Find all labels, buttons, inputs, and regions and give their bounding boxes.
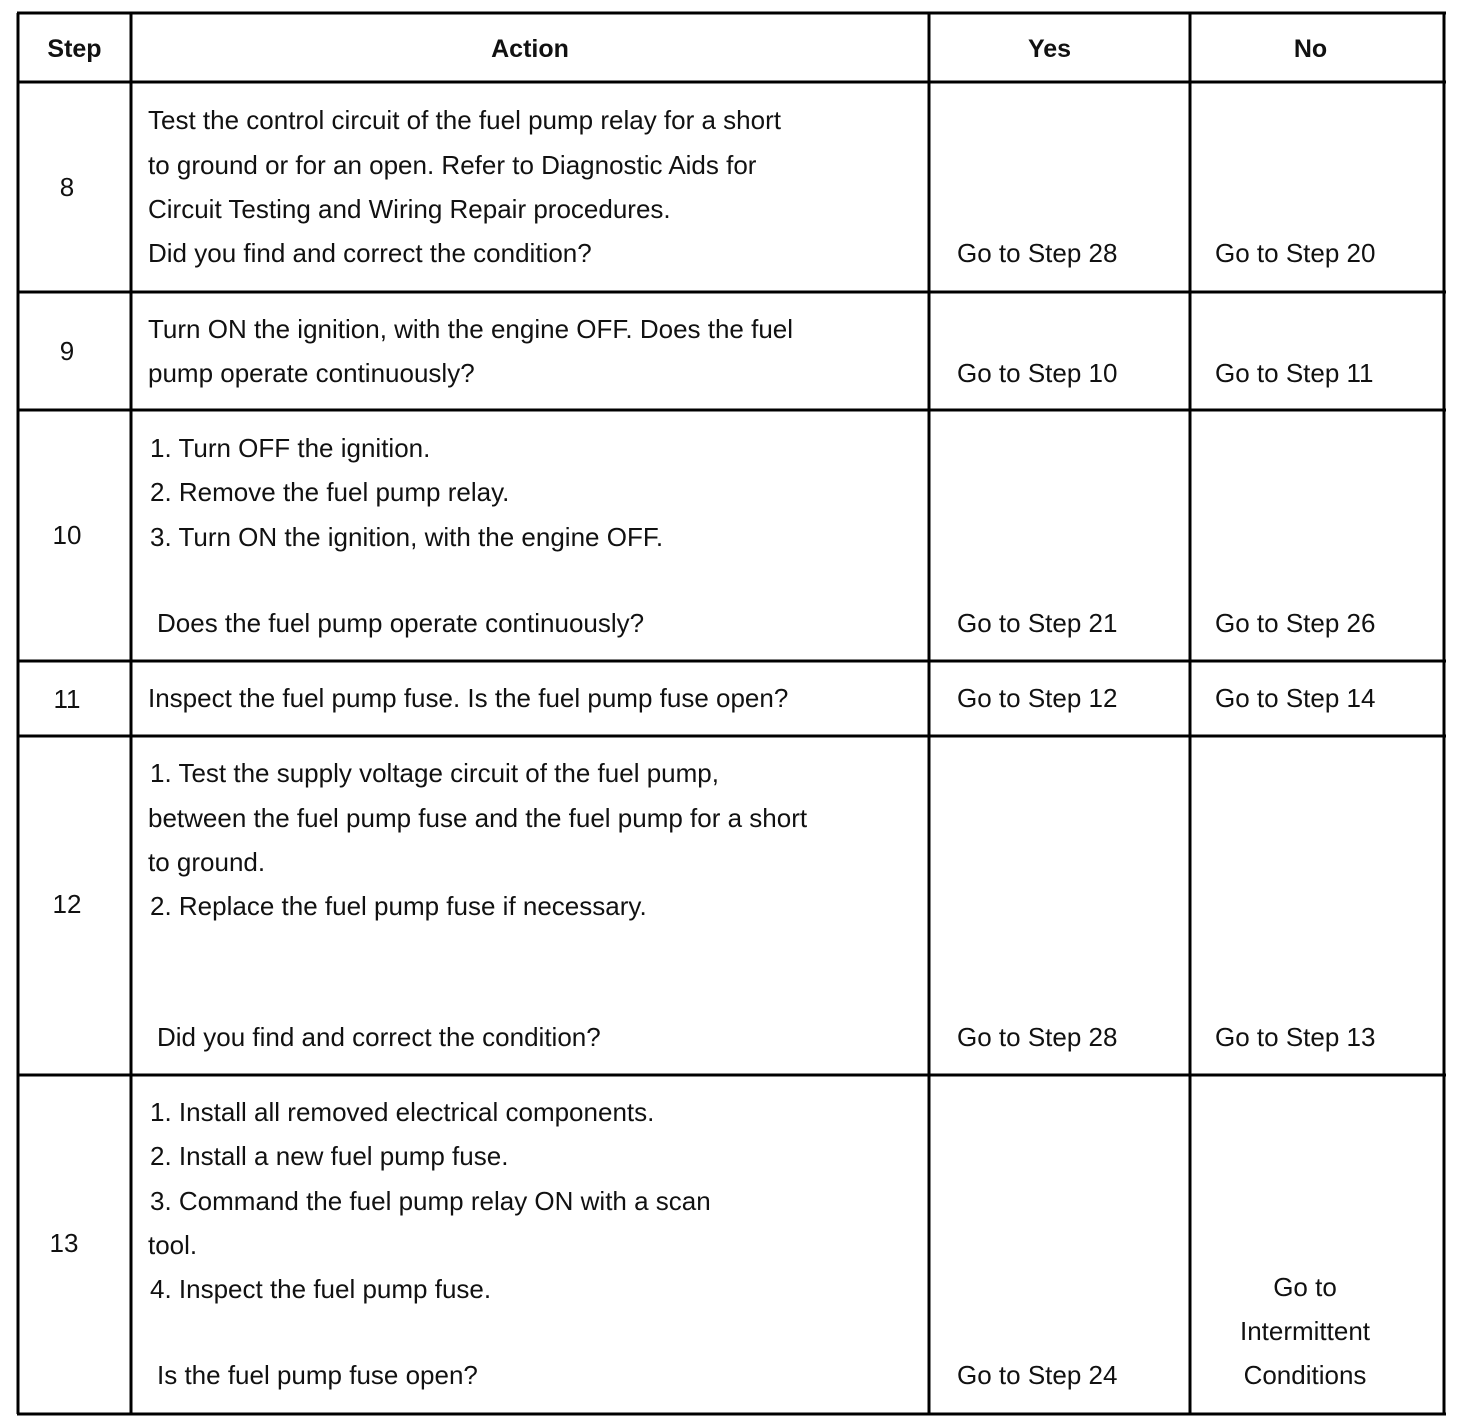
yes-cell: Go to Step 28 [957,238,1118,268]
action-line: 2. Replace the fuel pump fuse if necessary. [150,891,647,921]
yes-cell: Go to Step 10 [957,358,1118,388]
step-number: 13 [49,1228,79,1258]
yes-cell: Go to Step 12 [957,683,1118,713]
action-line: 2. Remove the fuel pump relay. [150,477,510,507]
action-line: Test the control circuit of the fuel pump relay for a short [148,105,781,135]
action-line: between the fuel pump fuse and the fuel pump for a short [148,803,808,833]
no-cell: Go to Step 13 [1215,1022,1376,1052]
step-number: 12 [52,889,82,919]
action-question: Is the fuel pump fuse open? [157,1360,478,1390]
action-line: 2. Install a new fuel pump fuse. [150,1141,509,1171]
step-number: 8 [59,172,75,202]
action-line: to ground or for an open. Refer to Diagnostic Aids for [148,150,757,180]
action-question: Did you find and correct the condition? [157,1022,601,1052]
yes-cell: Go to Step 21 [957,608,1118,638]
no-cell: Go to Step 14 [1215,683,1376,713]
header-step: Step [47,35,102,63]
action-line: 3. Command the fuel pump relay ON with a scan [150,1186,711,1216]
header-action: Action [491,35,569,63]
step-number: 10 [52,520,82,550]
no-cell: Go to Step 11 [1215,358,1374,388]
action-line: Turn ON the ignition, with the engine OFF. Does the fuel [148,314,794,344]
no-cell: Go to [1273,1272,1337,1302]
action-line: tool. [148,1230,198,1260]
action-question: Does the fuel pump operate continuously? [157,608,645,638]
header-yes: Yes [1027,35,1072,63]
action-line: 1. Turn OFF the ignition. [150,433,431,463]
no-cell: Go to Step 26 [1215,608,1376,638]
no-cell: Go to Step 20 [1215,238,1376,268]
action-line: to ground. [148,847,266,877]
no-cell: Intermittent [1239,1316,1371,1346]
yes-cell: Go to Step 28 [957,1022,1118,1052]
step-number: 11 [53,684,81,714]
action-line: 1. Install all removed electrical components. [150,1097,655,1127]
no-cell: Conditions [1243,1360,1367,1390]
action-question: Did you find and correct the condition? [148,238,592,268]
action-line: 3. Turn ON the ignition, with the engine OFF. [150,522,664,552]
action-line: Inspect the fuel pump fuse. Is the fuel pump fuse open? [148,683,789,713]
action-line: 1. Test the supply voltage circuit of the fuel pump, [150,758,719,788]
action-line: Circuit Testing and Wiring Repair procedures. [148,194,671,224]
action-question: pump operate continuously? [148,358,475,388]
action-line: 4. Inspect the fuel pump fuse. [150,1274,492,1304]
header-no: No [1293,35,1328,63]
step-number: 9 [59,336,75,366]
yes-cell: Go to Step 24 [957,1360,1118,1390]
